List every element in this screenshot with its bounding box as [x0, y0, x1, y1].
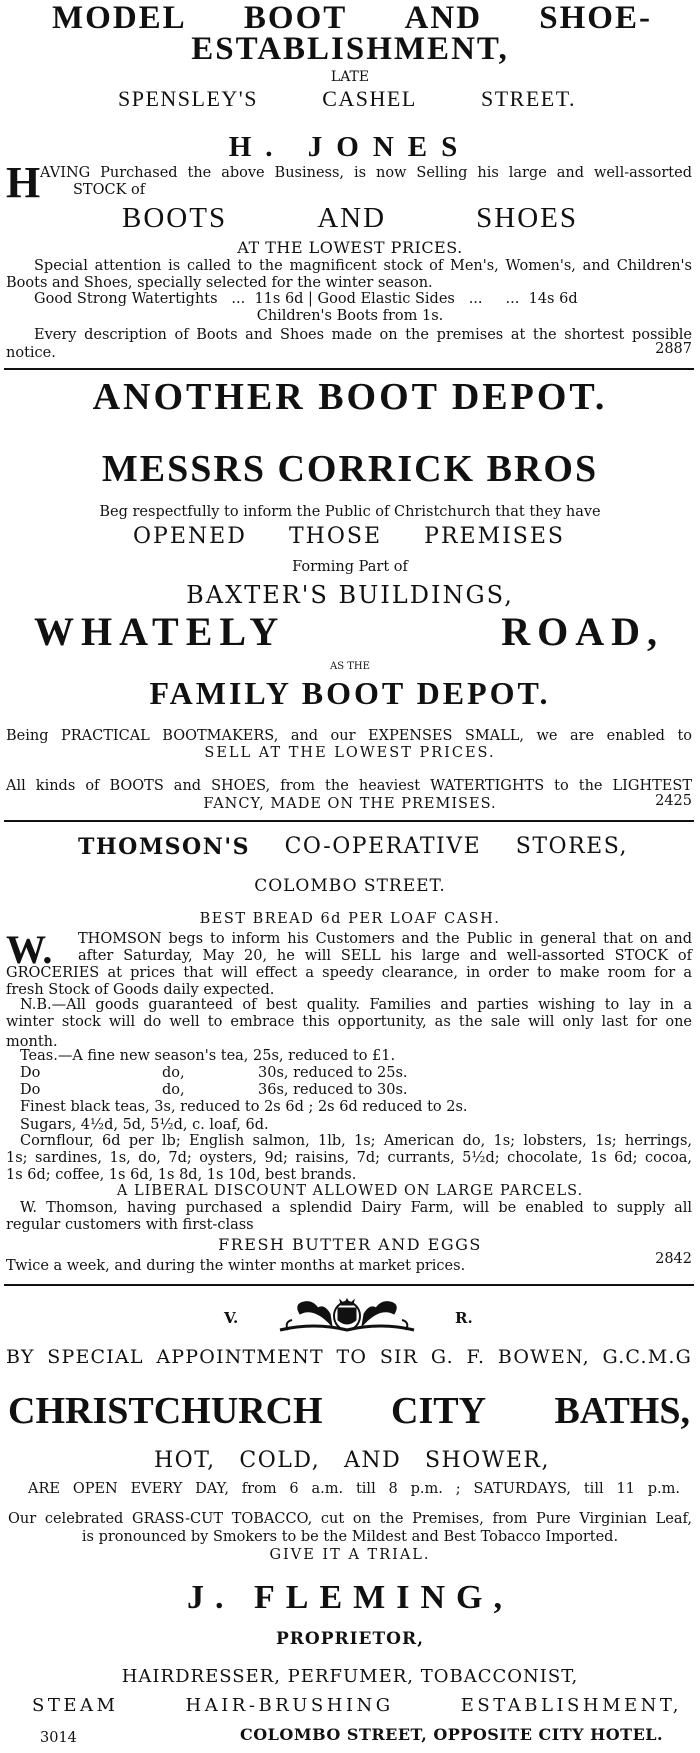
ad1-every-line1: Every description of Boots and Shoes made on the premises at the shortest possible: [34, 327, 692, 343]
ad1-proprietor-name: H. JONES: [228, 131, 472, 163]
ad3-dairy-line2: regular customers with first-class: [6, 1217, 254, 1233]
ad3-dropcap: W.: [6, 927, 53, 972]
ad3-bread: BEST BREAD 6d PER LOAF CASH.: [199, 911, 501, 927]
ad4-city-baths-title: CHRISTCHURCH CITY BATHS,: [8, 1390, 690, 1432]
ad3-butter-eggs: FRESH BUTTER AND EGGS: [218, 1235, 482, 1254]
ad1-title-line2: ESTABLISHMENT,: [191, 31, 509, 67]
ad3-teas-line2: Do do, 30s, reduced to 25s.: [20, 1065, 408, 1081]
ad1-intro-line2: STOCK of: [73, 182, 146, 198]
ad3-teas-line3: Do do, 36s, reduced to 30s.: [20, 1082, 408, 1098]
ad4-trades: HAIRDRESSER, PERFUMER, TOBACCONIST,: [121, 1666, 579, 1687]
ad3-nb-line3: month.: [6, 1034, 58, 1050]
ad1-lowest-prices: AT THE LOWEST PRICES.: [237, 238, 463, 257]
ad4-proprietor-name: J. FLEMING,: [187, 1579, 513, 1616]
ad3-finest-teas: Finest black teas, 3s, reduced to 2s 6d ; 2s 6d reduced to 2s.: [20, 1099, 468, 1115]
ad1-prices: Good Strong Watertights ... 11s 6d | Good Elastic Sides ... ... 14s 6d: [34, 291, 578, 307]
ad3-p-line3: GROCERIES at prices that will effect a speedy clearance, in order to make room for a: [6, 965, 692, 981]
ad4-r: R.: [455, 1309, 473, 1327]
ad1-every-line2: notice.: [6, 345, 56, 361]
divider: [4, 820, 694, 822]
ad2-kinds-line2: FANCY, MADE ON THE PREMISES.: [203, 796, 497, 812]
ad3-twice-weekly: Twice a week, and during the winter months at market prices.: [6, 1258, 466, 1274]
ad3-cornflour-line3: 1s 6d; coffee, 1s 6d, 1s 8d, 1s 10d, best brands.: [6, 1167, 357, 1183]
ad1-ref-number: 2887: [655, 341, 692, 357]
ad4-opening-hours: ARE OPEN EVERY DAY, from 6 a.m. till 8 p.m. ; SATURDAYS, till 11 p.m.: [28, 1481, 680, 1497]
ad4-appointment: BY SPECIAL APPOINTMENT TO SIR G. F. BOWEN, G.C.M.G: [6, 1346, 692, 1368]
ad4-give-it-a-trial: GIVE IT A TRIAL.: [269, 1547, 431, 1563]
ad2-firm-name: MESSRS CORRICK BROS: [101, 448, 599, 490]
ad1-boots-shoes: BOOTS AND SHOES: [122, 202, 578, 234]
ad1-special-line2: Boots and Shoes, specially selected for the winter season.: [6, 275, 433, 291]
divider: [4, 368, 694, 370]
ad1-special-line1: Special attention is called to the magnificent stock of Men's, Women's, and Children's: [34, 258, 692, 274]
ad3-p-line4: fresh Stock of Goods daily expected.: [6, 982, 275, 998]
ad3-sugars: Sugars, 4½d, 5d, 5½d, c. loaf, 6d.: [20, 1117, 269, 1133]
ad2-ref-number: 2425: [655, 793, 692, 809]
ad3-p-line2: after Saturday, May 20, he will SELL his large and well-assorted STOCK of: [78, 948, 692, 964]
ad3-title: THOMSON'S CO-OPERATIVE STORES,: [78, 834, 628, 860]
ad1-intro-line1: AVING Purchased the above Business, is now Selling his large and well-assorted: [40, 165, 692, 181]
ad4-proprietor-label: PROPRIETOR,: [275, 1629, 425, 1649]
ad3-p-line1: THOMSON begs to inform his Customers and the Public in general that on and: [78, 931, 692, 947]
ad3-ref-number: 2842: [655, 1251, 692, 1267]
ad3-cornflour-line1: Cornflour, 6d per lb; English salmon, 1lb, 1s; American do, 1s; lobsters, 1s; herrings,: [20, 1133, 692, 1149]
ad1-spensley-line: SPENSLEY'S CASHEL STREET.: [118, 86, 576, 111]
ad2-kinds-line1: All kinds of BOOTS and SHOES, from the heaviest WATERTIGHTS to the LIGHTEST: [6, 778, 692, 794]
ad4-tobacco-line1: Our celebrated GRASS-CUT TOBACCO, cut on the Premises, from Pure Virginian Leaf,: [8, 1511, 692, 1527]
ad2-forming: Forming Part of: [292, 559, 408, 575]
ad3-nb-line1: N.B.—All goods guaranteed of best quality. Families and parties wishing to lay in a: [20, 997, 692, 1013]
ad2-beg: Beg respectfully to inform the Public of Christchurch that they have: [99, 504, 601, 520]
ad1-title-line1: MODEL BOOT AND SHOE-: [52, 0, 652, 36]
ad2-headline: ANOTHER BOOT DEPOT.: [92, 376, 608, 418]
ad4-tobacco-line2: is pronounced by Smokers to be the Mildest and Best Tobacco Imported.: [81, 1529, 619, 1545]
ad3-teas-line1: Teas.—A fine new season's tea, 25s, reduced to £1.: [20, 1048, 396, 1064]
ad4-ref-number: 3014: [40, 1730, 77, 1746]
ad2-whately-road: WHATELY ROAD,: [34, 609, 664, 654]
ad3-dairy-line1: W. Thomson, having purchased a splendid Dairy Farm, will be enabled to supply all: [20, 1200, 692, 1216]
ad2-opened: OPENED THOSE PREMISES: [133, 524, 565, 549]
ad2-being-line1: Being PRACTICAL BOOTMAKERS, and our EXPENSES SMALL, we are enabled to: [6, 728, 692, 744]
ad2-as-the: AS THE: [330, 661, 370, 672]
ad4-address: COLOMBO STREET, OPPOSITE CITY HOTEL.: [240, 1725, 664, 1744]
ad2-being-line2: SELL AT THE LOWEST PRICES.: [204, 745, 496, 761]
divider: [4, 1284, 694, 1286]
ad3-cornflour-line2: 1s; sardines, 1s, do, 7d; oysters, 9d; raisins, 7d; currants, 5½d; chocolate, 1s 6d; cocoa,: [6, 1150, 692, 1166]
ad3-street: COLOMBO STREET.: [254, 876, 446, 896]
ad2-baxter: BAXTER'S BUILDINGS,: [186, 581, 514, 609]
ad1-late: LATE: [330, 69, 370, 85]
ad3-nb-line2: winter stock will do well to embrace this opportunity, as the sale will only last for one: [6, 1014, 692, 1030]
ad3-liberal-discount: A LIBERAL DISCOUNT ALLOWED ON LARGE PARCELS.: [116, 1183, 584, 1199]
ad4-steam-establishment: STEAM HAIR-BRUSHING ESTABLISHMENT,: [32, 1695, 682, 1716]
ad1-dropcap: H: [6, 158, 41, 207]
ad1-children: Children's Boots from 1s.: [256, 308, 444, 324]
ad4-v: V.: [224, 1309, 239, 1327]
ad2-family-boot-depot: FAMILY BOOT DEPOT.: [149, 675, 551, 711]
royal-coat-of-arms-icon: [274, 1296, 420, 1334]
ad4-hot-cold-shower: HOT, COLD, AND SHOWER,: [154, 1448, 550, 1473]
